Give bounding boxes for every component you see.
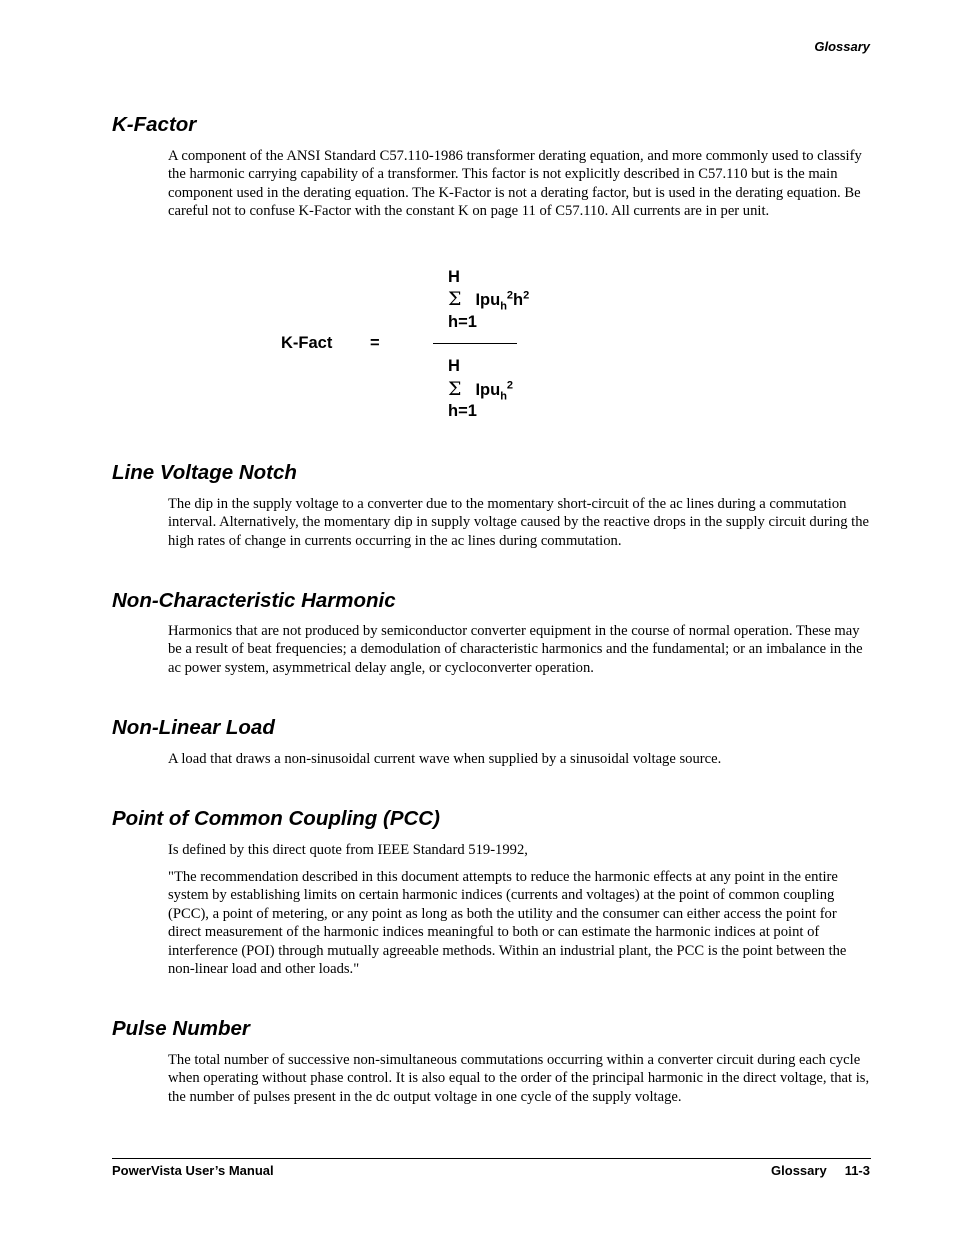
denominator-lower-limit: h=1 (448, 402, 477, 420)
term-heading-non-linear-load: Non-Linear Load (112, 716, 275, 739)
denominator-upper-limit: H (448, 357, 460, 375)
definition-pulse-number: The total number of successive non-simultaneous commutations occurring within a converter circuit during each cycle when operating without phase control. It is also equal to the order of the principal harmonic in the direct voltage, that is, the number of pulses present in the dc output voltage in one cycle of the supply voltage. (168, 1052, 870, 1105)
denominator-term: Σ Ipu$_h^2$ (448, 378, 514, 403)
definition-k-factor: A component of the ANSI Standard C57.110-1986 transformer derating equation, and more commonly used to classify the harmonic carrying capability of a transformer. This factor is not explicitly described in C57.110 but is the main component used in the derating equation. The K-Factor is not a derating factor, but is used in the derating equation. Be careful not to confuse K-Factor with the constant K on page 11 of C57.110. All currents are in per unit. (168, 148, 862, 220)
term-heading-line-voltage-notch: Line Voltage Notch (112, 461, 297, 484)
summation-icon: Σ (448, 288, 462, 310)
definition-non-linear-load: A load that draws a non-sinusoidal current wave when supplied by a sinusoidal voltage source. (168, 751, 722, 767)
equation-lhs: K-Fact (281, 334, 333, 352)
summation-icon: Σ (448, 378, 462, 400)
numerator-term: Σ $Ipu_h^2h^2$ (448, 288, 530, 313)
term-heading-pulse-number: Pulse Number (112, 1017, 250, 1040)
term-heading-point-of-common-coupling: Point of Common Coupling (PCC) (112, 807, 440, 830)
footer-divider (112, 1158, 871, 1159)
footer-page-number: 11-3 (844, 1163, 870, 1178)
footer-section: Glossary (771, 1163, 827, 1178)
footer-page-info (771, 1163, 870, 1178)
equation-equals: = (370, 334, 380, 352)
definition-pcc-intro: Is defined by this direct quote from IEEE Standard 519-1992, (168, 842, 528, 858)
footer-manual-title: PowerVista User’s Manual (112, 1163, 274, 1178)
running-header: Glossary (814, 39, 870, 54)
numerator-upper-limit: H (448, 268, 460, 286)
definition-non-characteristic-harmonic: Harmonics that are not produced by semiconductor converter equipment in the course of normal operation. These may be a result of beat frequencies; a demodulation of characteristic harmonics and the fundamental; or an imbalance in the ac power system, asymmetrical delay angle, or cycloconverter operation. (168, 623, 863, 676)
definition-pcc-quote: "The recommendation described in this document attempts to reduce the harmonic effects at any point in the entire system by establishing limits on certain harmonic indices (currents and voltages) at the point of common coupling (PCC), a point of metering, or any point as long as both the utility and the consumer can either access the point for direct measurement of the harmonic indices meaningful to both or can estimate the harmonic indices at point of interference (POI) through mutually agreeable methods. Within an industrial plant, the PCC is the point between the non-linear load and other loads." (168, 869, 847, 978)
term-heading-non-characteristic-harmonic: Non-Characteristic Harmonic (112, 589, 396, 612)
fraction-bar (433, 343, 517, 344)
term-heading-k-factor: K-Factor (112, 113, 197, 136)
numerator-lower-limit: h=1 (448, 313, 477, 331)
definition-line-voltage-notch: The dip in the supply voltage to a converter due to the momentary short-circuit of the ac lines during a commutation interval. Alternatively, the momentary dip in supply voltage caused by the reactive drops in the supply circuit during the high rates of change in currents occurring in the ac lines during commutation. (168, 496, 869, 549)
